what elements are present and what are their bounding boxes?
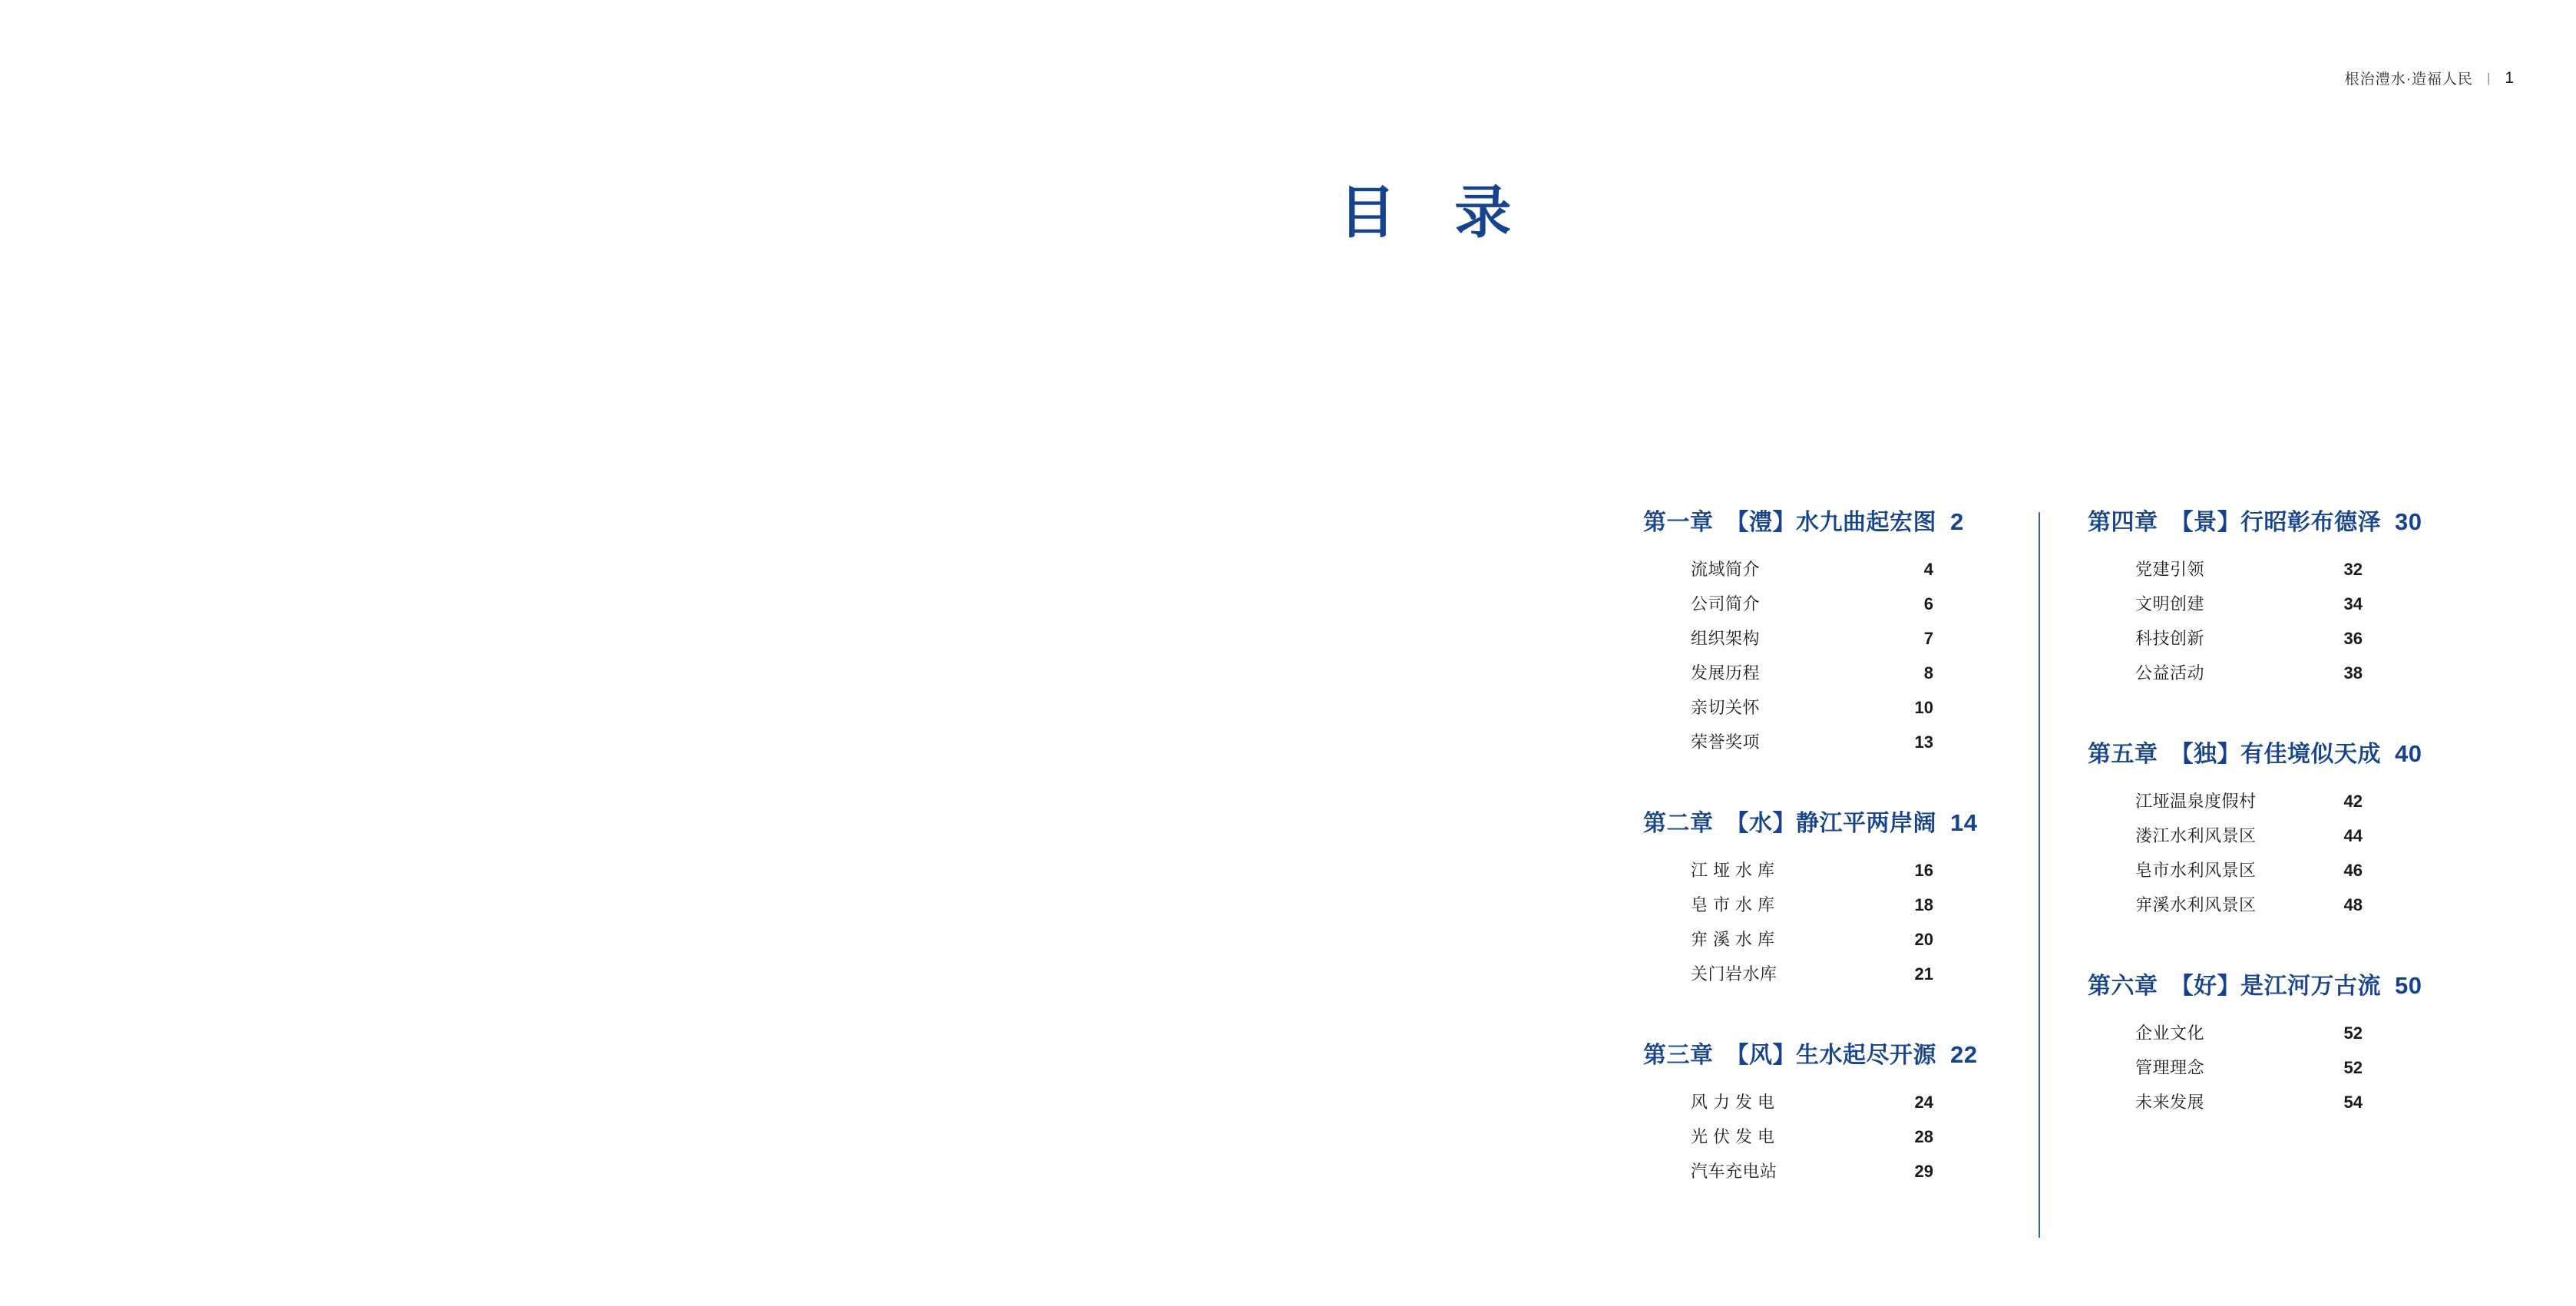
toc-entry-page: 52 (2343, 1058, 2363, 1077)
toc-entry-page: 13 (1914, 732, 1933, 752)
toc-entry-name: 企业文化 (2135, 1023, 2205, 1043)
toc-entry-name: 风力发电 (1691, 1093, 1781, 1112)
toc-entry-name: 皂市水利风景区 (2135, 861, 2257, 880)
toc-chapter-title: 【澧】水九曲起宏图 (1725, 510, 1936, 535)
toc-entry[interactable] (1691, 961, 2039, 996)
toc-chapter[interactable] (1643, 503, 2039, 764)
toc-entry-name: 宑溪水利风景区 (2135, 895, 2257, 914)
toc-entry-page: 32 (2343, 560, 2363, 579)
toc-chapter-header[interactable] (2088, 503, 2483, 537)
toc-entry-name: 江垭温泉度假村 (2135, 792, 2257, 811)
toc-entry[interactable] (2135, 892, 2483, 927)
toc-entry-page: 28 (1914, 1127, 1933, 1146)
toc-entry-name: 皂市水库 (1691, 895, 1781, 914)
toc-entry-page: 38 (2343, 663, 2363, 683)
toc-chapter-header[interactable] (1643, 1036, 2039, 1070)
toc-entry[interactable] (2135, 626, 2483, 660)
toc-entry-list (2088, 1020, 2483, 1124)
toc-entry-name: 宑溪水库 (1691, 930, 1781, 949)
toc-entry-name: 公益活动 (2135, 663, 2205, 683)
toc-entry[interactable] (2135, 789, 2483, 823)
toc-entry[interactable] (1691, 858, 2039, 892)
toc-entry-list (2088, 789, 2483, 927)
toc-entry-name: 亲切关怀 (1691, 698, 1761, 717)
toc-entry-page: 20 (1914, 930, 1933, 949)
toc-chapter-label: 第二章 (1643, 811, 1714, 836)
toc-entry-name: 江垭水库 (1691, 861, 1781, 880)
toc-entry[interactable] (1691, 1124, 2039, 1159)
toc-entry-page: 16 (1914, 861, 1933, 880)
toc-entry[interactable] (2135, 1020, 2483, 1055)
toc-entry-page: 36 (2343, 629, 2363, 648)
toc-entry-list (1643, 557, 2039, 764)
page-title: 目 录 (1338, 180, 1533, 244)
toc-entry-name: 光伏发电 (1691, 1127, 1781, 1146)
toc-entry-name: 关门岩水库 (1691, 964, 1777, 984)
toc-chapter-page: 30 (2395, 508, 2422, 535)
toc-entry-page: 54 (2343, 1093, 2363, 1112)
toc-chapter-header[interactable] (1643, 503, 2039, 537)
toc-entry[interactable] (1691, 695, 2039, 729)
toc-entry-page: 46 (2343, 861, 2363, 880)
toc-chapter[interactable] (1643, 804, 2039, 996)
toc-column-left (1643, 503, 2039, 1193)
toc-chapter-title: 【风】生水起尽开源 (1725, 1043, 1936, 1068)
toc-entry[interactable] (2135, 557, 2483, 591)
toc-entry[interactable] (2135, 823, 2483, 858)
toc-entry[interactable] (2135, 858, 2483, 892)
toc-chapter-title: 【水】静江平两岸阔 (1725, 811, 1936, 836)
toc-chapter-title: 【好】是江河万古流 (2170, 974, 2381, 999)
toc-entry[interactable] (1691, 729, 2039, 764)
toc-entry[interactable] (1691, 626, 2039, 660)
toc-chapter-page: 50 (2395, 972, 2422, 999)
toc-chapter-label: 第三章 (1643, 1043, 1714, 1068)
toc-chapter-title: 【独】有佳境似天成 (2170, 742, 2381, 767)
toc-chapter-page: 22 (1950, 1041, 1978, 1068)
toc-entry-name: 科技创新 (2135, 629, 2205, 648)
toc-chapter-label: 第四章 (2088, 510, 2158, 535)
toc-entry-page: 10 (1914, 698, 1933, 717)
toc-entry[interactable] (2135, 660, 2483, 695)
toc-chapter[interactable] (1643, 1036, 2039, 1193)
toc-columns (1643, 503, 2495, 1238)
toc-entry-page: 8 (1923, 663, 1933, 683)
toc-chapter-page: 40 (2395, 740, 2422, 767)
toc-chapter-page: 2 (1950, 508, 1964, 535)
toc-chapter-label: 第五章 (2088, 742, 2158, 767)
running-header-text: 根治澧水·造福人民 (2344, 71, 2473, 88)
toc-entry-page: 4 (1923, 560, 1933, 579)
toc-entry-name: 党建引领 (2135, 560, 2205, 579)
running-header-separator: | (2486, 70, 2492, 85)
toc-entry-page: 34 (2343, 594, 2363, 613)
toc-chapter-title: 【景】行昭彰布德泽 (2170, 510, 2381, 535)
toc-chapter-label: 第一章 (1643, 510, 1714, 535)
toc-column-right (2040, 503, 2483, 1124)
running-header (2345, 68, 2515, 88)
toc-chapter-page: 14 (1950, 809, 1978, 836)
toc-entry-name: 管理理念 (2135, 1058, 2205, 1077)
toc-entry-name: 文明创建 (2135, 594, 2205, 613)
toc-entry-name: 未来发展 (2135, 1093, 2205, 1112)
toc-entry-page: 18 (1914, 895, 1933, 914)
toc-entry-name: 发展历程 (1691, 663, 1761, 683)
toc-entry-name: 公司简介 (1691, 594, 1761, 613)
toc-entry[interactable] (1691, 892, 2039, 927)
toc-chapter[interactable] (2088, 503, 2483, 695)
toc-entry-page: 7 (1923, 629, 1933, 648)
toc-entry-name: 荣誉奖项 (1691, 732, 1761, 752)
toc-entry-name: 流域简介 (1691, 560, 1761, 579)
toc-chapter-header[interactable] (2088, 967, 2483, 1000)
toc-entry[interactable] (2135, 1089, 2483, 1124)
toc-chapter-label: 第六章 (2088, 974, 2158, 999)
toc-chapter[interactable] (2088, 967, 2483, 1124)
toc-entry[interactable] (1691, 1159, 2039, 1193)
toc-entry-page: 21 (1914, 964, 1933, 984)
toc-entry-page: 52 (2343, 1023, 2363, 1043)
toc-entry[interactable] (1691, 557, 2039, 591)
toc-entry-name: 汽车充电站 (1691, 1162, 1777, 1181)
toc-entry[interactable] (1691, 660, 2039, 695)
toc-chapter[interactable] (2088, 735, 2483, 927)
toc-entry-list (2088, 557, 2483, 695)
toc-entry[interactable] (2135, 1055, 2483, 1089)
toc-entry-name: 组织架构 (1691, 629, 1761, 648)
toc-entry[interactable] (2135, 591, 2483, 626)
toc-entry-page: 48 (2343, 895, 2363, 914)
toc-entry-page: 29 (1914, 1162, 1933, 1181)
toc-entry-page: 42 (2343, 792, 2363, 811)
toc-entry-list (1643, 1089, 2039, 1193)
toc-chapter-header[interactable] (2088, 735, 2483, 769)
toc-entry[interactable] (1691, 591, 2039, 626)
toc-chapter-header[interactable] (1643, 804, 2039, 838)
toc-entry-page: 24 (1914, 1093, 1933, 1112)
toc-entry-page: 44 (2343, 826, 2363, 845)
toc-entry-page: 6 (1923, 594, 1933, 613)
toc-entry-name: 溇江水利风景区 (2135, 826, 2257, 845)
toc-entry-list (1643, 858, 2039, 996)
toc-entry[interactable] (1691, 927, 2039, 961)
running-header-page-number: 1 (2505, 68, 2515, 87)
toc-entry[interactable] (1691, 1089, 2039, 1124)
